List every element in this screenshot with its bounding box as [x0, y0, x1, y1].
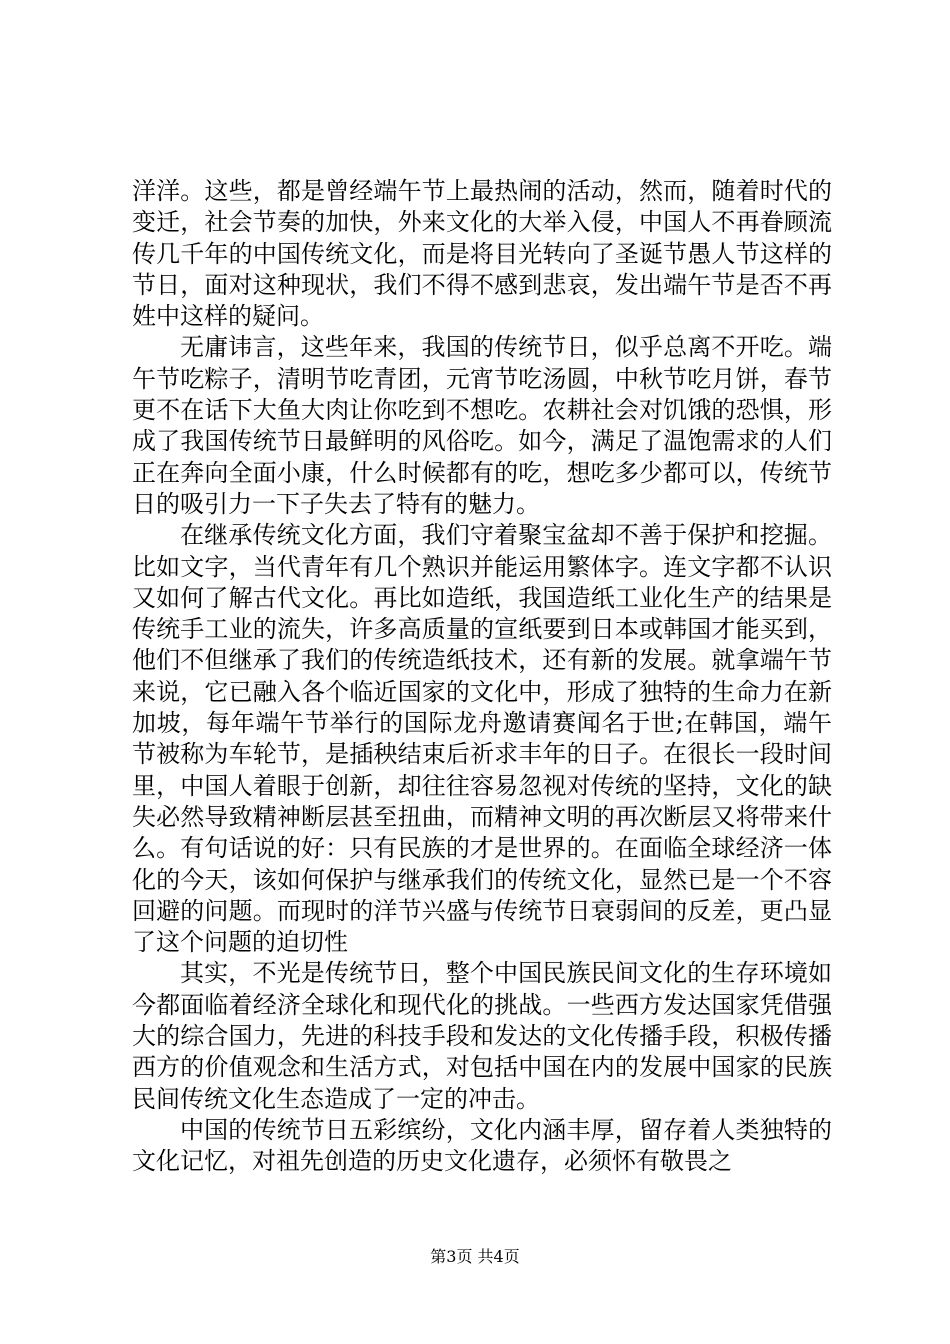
- paragraph-2: 无庸讳言，这些年来，我国的传统节日，似乎总离不开吃。端午节吃粽子，清明节吃青团，元宵节吃汤圆，中秋节吃月饼，春节更不在话下大鱼大肉让你吃到不想吃。农耕社会对饥饿的恐惧，形成了我国传统节日最鲜明的风俗吃。如今，满足了温饱需求的人们正在奔向全面小康，什么时候都有的吃，想吃多少都可以，传统节日的吸引力一下子失去了特有的魅力。: [132, 333, 832, 518]
- paragraph-5: 中国的传统节日五彩缤纷，文化内涵丰厚，留存着人类独特的文化记忆，对祖先创造的历史文化遗存，必须怀有敬畏之: [132, 1115, 832, 1176]
- paragraph-3: 在继承传统文化方面，我们守着聚宝盆却不善于保护和挖掘。比如文字，当代青年有几个熟识并能运用繁体字。连文字都不认识又如何了解古代文化。再比如造纸，我国造纸工业化生产的结果是传统手工业的流失，许多高质量的宣纸要到日本或韩国才能买到，他们不但继承了我们的传统造纸技术，还有新的发展。就拿端午节来说，它已融入各个临近国家的文化中，形成了独特的生命力在新加坡，每年端午节举行的国际龙舟邀请赛闻名于世;在韩国，端午节被称为车轮节，是插秧结束后祈求丰年的日子。在很长一段时间里，中国人着眼于创新，却往往容易忽视对传统的坚持，文化的缺失必然导致精神断层甚至扭曲，而精神文明的再次断层又将带来什么。有句话说的好：只有民族的才是世界的。在面临全球经济一体化的今天，该如何保护与继承我们的传统文化，显然已是一个不容回避的问题。而现时的洋节兴盛与传统节日衰弱间的反差，更凸显了这个问题的迫切性: [132, 521, 832, 957]
- document-body: [132, 176, 832, 1178]
- page-number-footer: 第3页 共4页: [430, 1247, 520, 1266]
- paragraph-1: 洋洋。这些，都是曾经端午节上最热闹的活动，然而，随着时代的变迁，社会节奏的加快，外来文化的大举入侵，中国人不再眷顾流传几千年的中国传统文化，而是将目光转向了圣诞节愚人节这样的节日，面对这种现状，我们不得不感到悲哀，发出端午节是否不再姓中这样的疑问。: [132, 177, 832, 331]
- paragraph-4: 其实，不光是传统节日，整个中国民族民间文化的生存环境如今都面临着经济全球化和现代化的挑战。一些西方发达国家凭借强大的综合国力，先进的科技手段和发达的文化传播手段，积极传播西方的价值观念和生活方式，对包括中国在内的发展中国家的民族民间传统文化生态造成了一定的冲击。: [132, 959, 832, 1113]
